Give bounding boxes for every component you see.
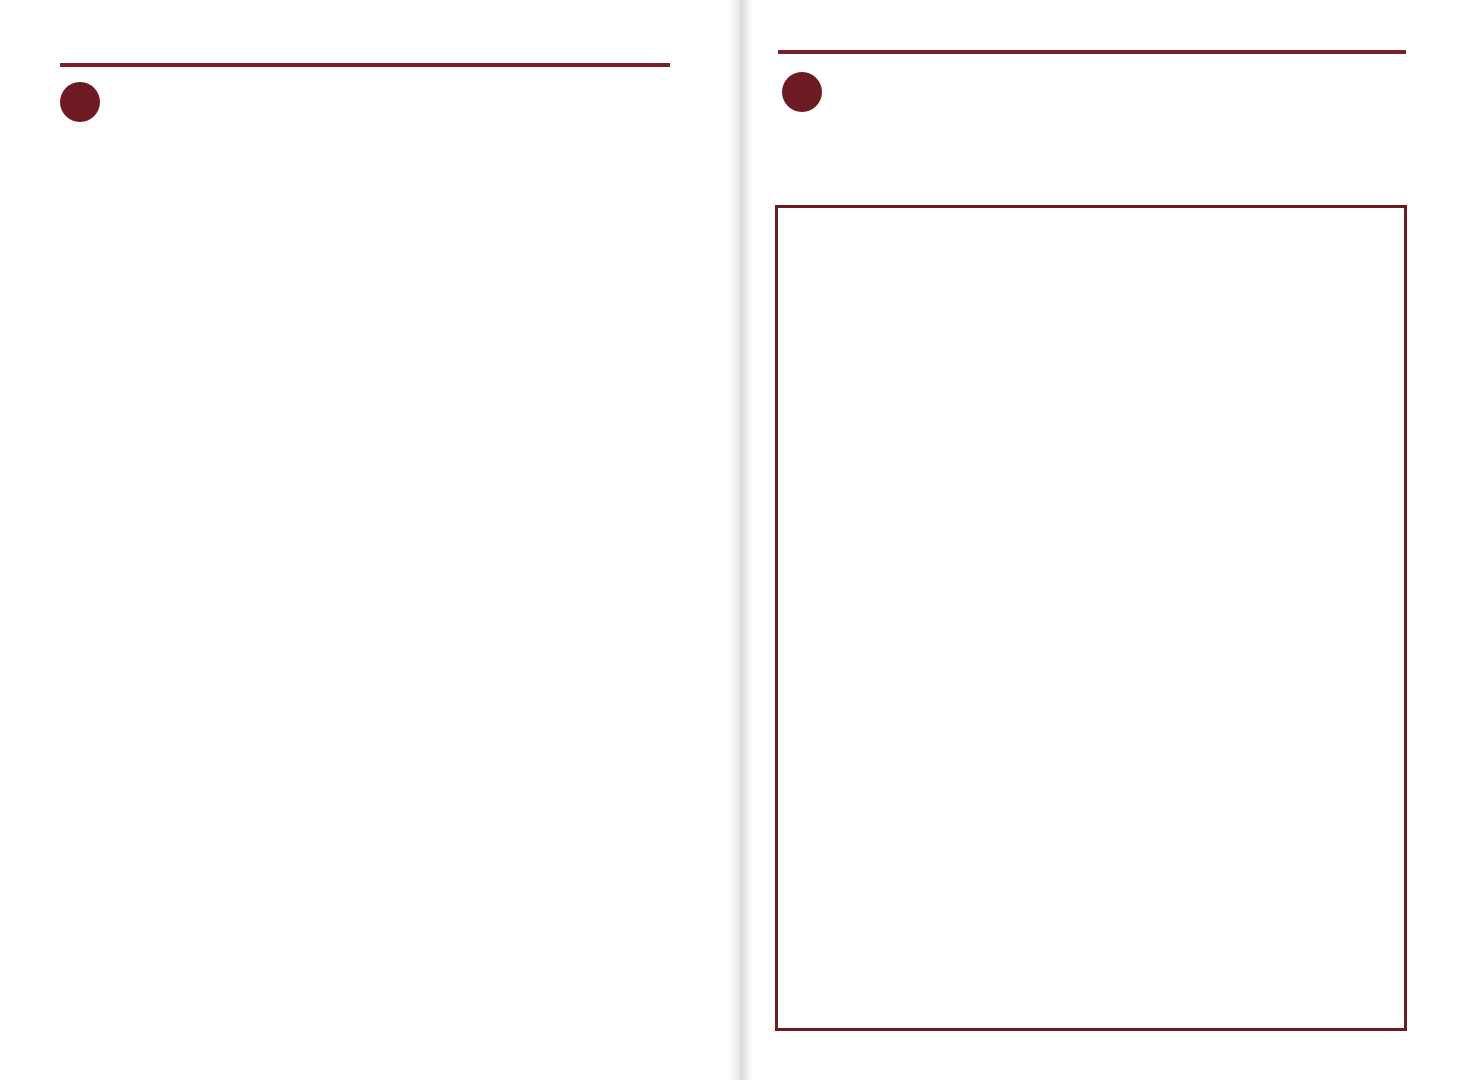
- header-rule: [60, 63, 670, 67]
- task-badge: [60, 82, 100, 122]
- task-badge: [782, 72, 822, 112]
- right-page: [740, 0, 1463, 1080]
- header-rule: [778, 50, 1406, 54]
- alphabet-frame: [775, 205, 1407, 1031]
